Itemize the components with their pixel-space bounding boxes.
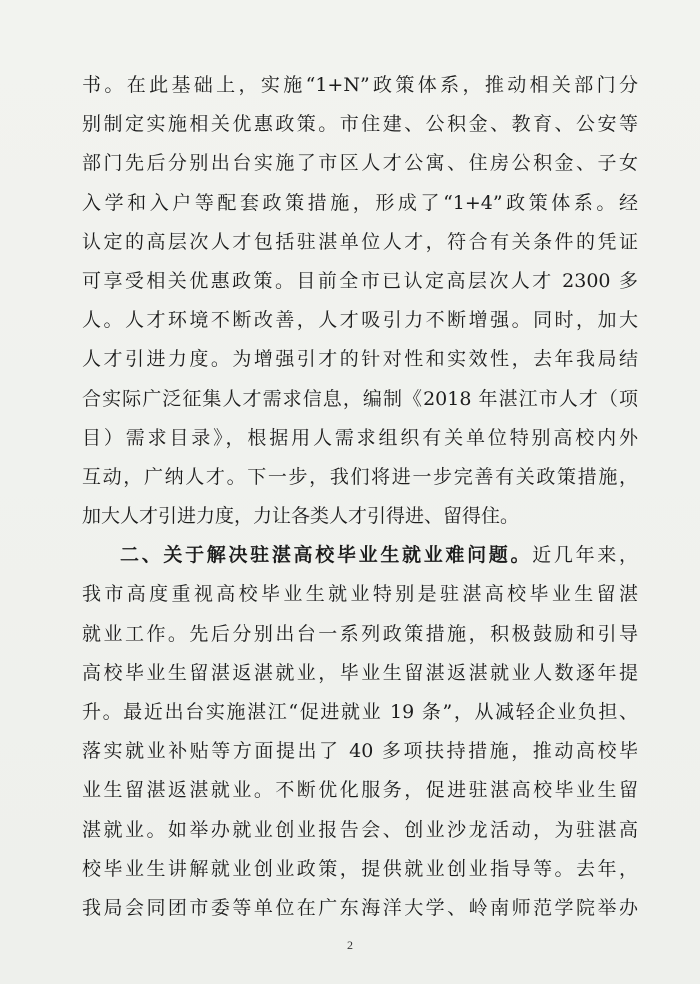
text-line: 认定的高层次人才包括驻湛单位人才，符合有关条件的凭证 bbox=[82, 230, 638, 253]
text-line: 合实际广泛征集人才需求信息，编制《2018 年湛江市人才（项 bbox=[82, 387, 638, 410]
text-line: 目）需求目录》，根据用人需求组织有关单位特别高校内外 bbox=[82, 426, 638, 449]
text-line: 互动，广纳人才。下一步，我们将进一步完善有关政策措施， bbox=[82, 465, 638, 488]
text-line: 书。在此基础上，实施“1+N”政策体系，推动相关部门分 bbox=[82, 74, 638, 96]
text-line: 落实就业补贴等方面提出了 40 多项扶持措施，推动高校毕 bbox=[82, 740, 638, 763]
text-line: 加大人才引进力度，力让各类人才引得进、留得住。 bbox=[82, 505, 520, 528]
text-line: 人。人才环境不断改善，人才吸引力不断增强。同时，加大 bbox=[82, 309, 638, 332]
text-line: 我局会同团市委等单位在广东海洋大学、岭南师范学院举办 bbox=[82, 896, 638, 919]
text-line: 可享受相关优惠政策。目前全市已认定高层次人才 2300 多 bbox=[82, 269, 638, 292]
text-line: 湛就业。如举办就业创业报告会、创业沙龙活动，为驻湛高 bbox=[82, 818, 638, 841]
text-line: 升。最近出台实施湛江“促进就业 19 条”，从减轻企业负担、 bbox=[82, 701, 638, 723]
section-heading-line bbox=[82, 536, 638, 575]
heading-line-rest: 近几年来， bbox=[532, 544, 638, 567]
body-text bbox=[82, 66, 638, 928]
text-line: 部门先后分别出台实施了市区人才公寓、住房公积金、子女 bbox=[82, 152, 638, 175]
text-line: 高校毕业生留湛返湛就业，毕业生留湛返湛就业人数逐年提 bbox=[82, 661, 638, 684]
text-line: 人才引进力度。为增强引才的针对性和实效性，去年我局结 bbox=[82, 348, 638, 371]
text-line: 校毕业生讲解就业创业政策，提供就业创业指导等。去年， bbox=[82, 857, 638, 880]
text-line: 入学和入户等配套政策措施，形成了“1+4”政策体系。经 bbox=[82, 191, 638, 214]
paragraph-graduate-employment bbox=[82, 536, 638, 928]
section-heading: 二、关于解决驻湛高校毕业生就业难问题。 bbox=[120, 544, 533, 567]
paragraph-talent-policy bbox=[82, 66, 638, 536]
text-line: 我市高度重视高校毕业生就业特别是驻湛高校毕业生留湛 bbox=[82, 583, 638, 606]
text-line: 就业工作。先后分别出台一系列政策措施，积极鼓励和引导 bbox=[82, 622, 638, 645]
text-line: 业生留湛返湛就业。不断优化服务，促进驻湛高校毕业生留 bbox=[82, 779, 638, 802]
text-line: 别制定实施相关优惠政策。市住建、公积金、教育、公安等 bbox=[82, 113, 638, 136]
page-number: 2 bbox=[347, 938, 353, 952]
